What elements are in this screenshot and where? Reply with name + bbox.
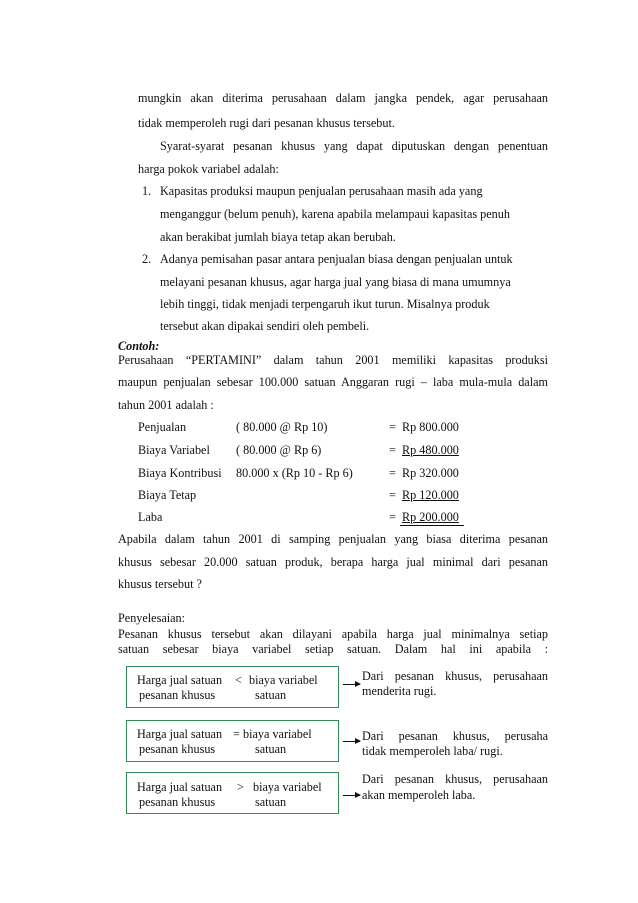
condition-right-1: biaya variabel [243,727,312,741]
condition-left-1: Harga jual satuan [137,673,223,687]
arrow-right-icon [343,684,360,685]
question-line-1: Apabila dalam tahun 2001 di samping penjualan yang biasa diterima pesanan [118,532,548,546]
condition-box-equal [126,720,339,762]
condition-right-2: satuan [255,688,287,702]
condition-operator: = [233,727,240,741]
requirement-2-line-3: lebih tinggi, tidak menjadi terpengaruh ikut turun. Misalnya produk [160,297,490,311]
condition-left-2: pesanan khusus [139,688,216,702]
requirement-number-1: 1. [142,184,152,198]
total-rule [400,525,464,526]
example-line-3: tahun 2001 adalah : [118,398,214,412]
example-line-1: Perusahaan “PERTAMINI” dalam tahun 2001 memiliki kapasitas produksi [118,353,548,367]
solution-line-1: Pesanan khusus tersebut akan dilayani apabila harga jual minimalnya setiap [118,627,548,641]
row-value: Rp 200.000 [402,510,459,524]
intro-line-4: harga pokok variabel adalah: [138,162,279,176]
condition-box-greater [126,772,339,814]
row-value: Rp 480.000 [402,443,459,457]
row-eq: = [389,466,396,480]
intro-line-1: mungkin akan diterima perusahaan dalam jangka pendek, agar perusahaan [138,91,548,105]
requirement-2-line-1: Adanya pemisahan pasar antara penjualan biasa dengan penjualan untuk [160,252,513,266]
intro-line-3: Syarat-syarat pesanan khusus yang dapat diputuskan dengan penentuan [160,139,548,153]
row-value: Rp 320.000 [402,466,459,480]
row-value: Rp 120.000 [402,488,459,502]
question-line-2: khusus sebesar 20.000 satuan produk, berapa harga jual minimal dari pesanan [118,555,548,569]
arrow-right-icon [343,795,360,796]
condition-right-2: satuan [255,795,287,809]
solution-heading: Penyelesaian: [118,611,186,625]
row-eq: = [389,488,396,502]
row-label: Biaya Variabel [138,443,210,457]
condition-left-2: pesanan khusus [139,795,216,809]
row-label: Laba [138,510,163,524]
row-calc: ( 80.000 @ Rp 6) [236,443,322,457]
row-eq: = [389,443,396,457]
condition-result-1: Dari pesanan khusus, perusahaan [362,772,548,786]
condition-box-less [126,666,339,708]
condition-operator: < [235,673,242,687]
row-label: Biaya Tetap [138,488,197,502]
row-eq: = [389,420,396,434]
example-line-2: maupun penjualan sebesar 100.000 satuan Anggaran rugi – laba mula-mula dalam [118,375,548,389]
example-heading: Contoh: [118,339,160,353]
condition-right-2: satuan [255,742,287,756]
row-eq: = [389,510,396,524]
condition-left-1: Harga jual satuan [137,727,223,741]
condition-result-2: tidak memperoleh laba/ rugi. [362,744,503,758]
condition-result-2: akan memperoleh laba. [362,788,476,802]
row-value: Rp 800.000 [402,420,459,434]
condition-result-1: Dari pesanan khusus, perusaha [362,729,548,743]
condition-right-1: biaya variabel [253,780,322,794]
condition-left-1: Harga jual satuan [137,780,223,794]
requirement-1-line-2: menganggur (belum penuh), karena apabila melampaui kapasitas penuh [160,207,510,221]
requirement-1-line-3: akan berakibat jumlah biaya tetap akan berubah. [160,230,396,244]
condition-result-1: Dari pesanan khusus, perusahaan [362,669,548,683]
row-calc: 80.000 x (Rp 10 - Rp 6) [236,466,353,480]
intro-line-2: tidak memperoleh rugi dari pesanan khusus tersebut. [138,116,395,130]
requirement-1-line-1: Kapasitas produksi maupun penjualan perusahaan masih ada yang [160,184,483,198]
condition-left-2: pesanan khusus [139,742,216,756]
question-line-3: khusus tersebut ? [118,577,202,591]
row-calc: ( 80.000 @ Rp 10) [236,420,328,434]
condition-operator: > [237,780,244,794]
condition-result-2: menderita rugi. [362,684,437,698]
solution-line-2: satuan sebesar biaya variabel setiap satuan. Dalam hal ini apabila : [118,642,548,656]
arrow-right-icon [343,741,360,742]
requirement-2-line-4: tersebut akan dipakai sendiri oleh pembeli. [160,319,370,333]
requirement-2-line-2: melayani pesanan khusus, agar harga jual yang biasa di mana umumnya [160,275,511,289]
row-label: Biaya Kontribusi [138,466,222,480]
condition-right-1: biaya variabel [249,673,318,687]
row-label: Penjualan [138,420,187,434]
requirement-number-2: 2. [142,252,152,266]
